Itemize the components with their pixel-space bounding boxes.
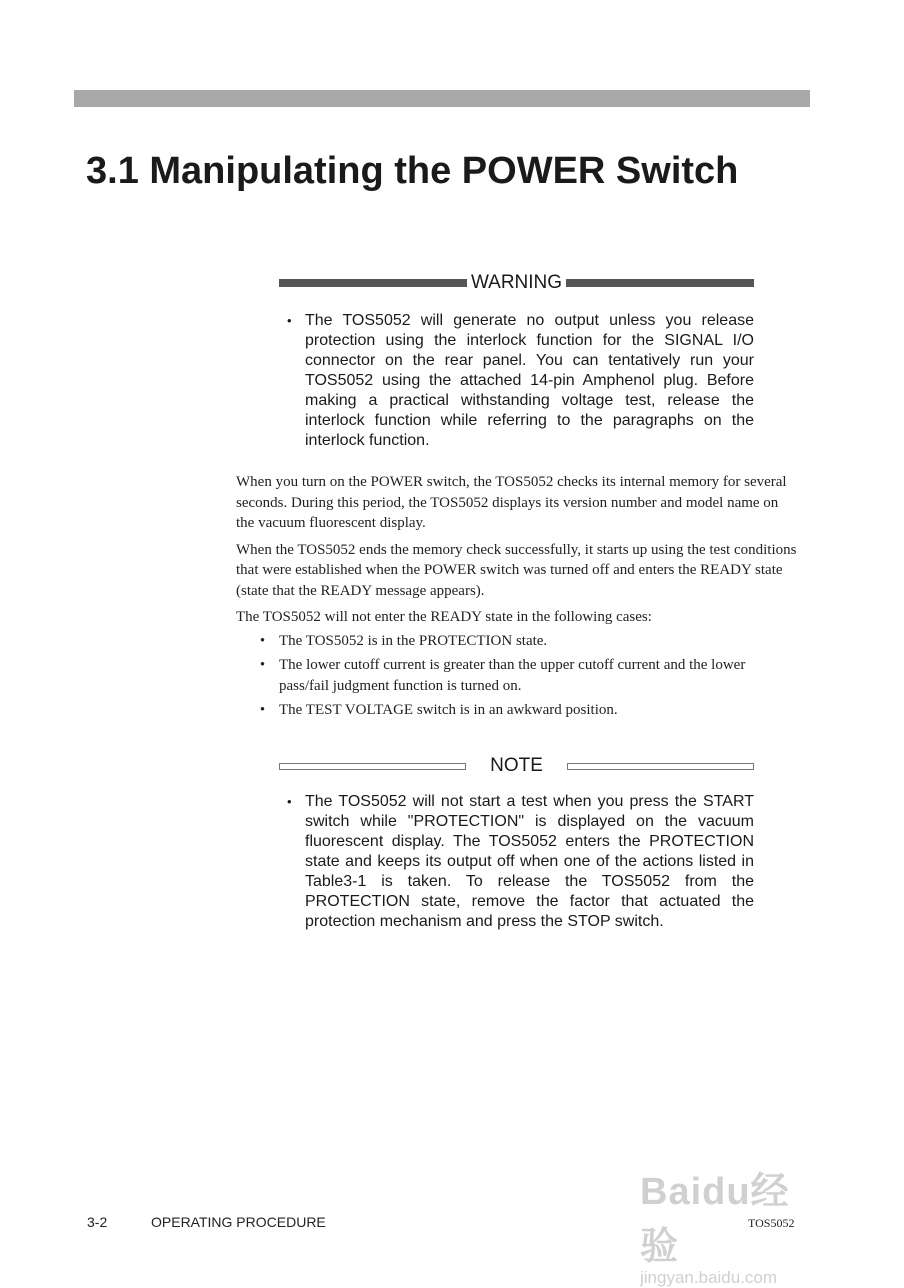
watermark-brand: Baidu经验 — [640, 1171, 790, 1268]
note-rule-left — [279, 763, 466, 770]
footer-model: TOS5052 — [748, 1216, 795, 1230]
note-rule-right — [567, 763, 754, 770]
bullet-icon: • — [259, 632, 266, 649]
warning-text: The TOS5052 will generate no output unless you release protection using the interlock function for the SIGNAL I/O connector on the rear panel. You can tentatively run your TOS5052 using the attached 14-pin Amphenol plug. Before making a practical withstanding voltage test, release the interlock function while referring to the paragraphs on the interlock function. — [305, 312, 754, 449]
page-number: 3-2 — [87, 1214, 108, 1230]
case-list — [236, 631, 798, 721]
main-body — [236, 472, 798, 725]
paragraph-memory-check: When the TOS5052 ends the memory check successfully, it starts up using the test conditions that were established when the POWER switch was turned off and enters the READY state (state that the READY message appears). — [236, 541, 797, 599]
note-label: NOTE — [490, 755, 543, 776]
case-text: The TEST VOLTAGE switch is in an awkward position. — [279, 702, 618, 718]
warning-label: WARNING — [470, 272, 563, 293]
bullet-icon: • — [287, 794, 292, 809]
warning-header — [279, 271, 754, 295]
case-text: The TOS5052 is in the PROTECTION state. — [279, 632, 548, 649]
note-header — [279, 754, 754, 778]
warning-rule-left — [279, 279, 467, 287]
bullet-icon: • — [287, 313, 292, 328]
case-text: The lower cutoff current is greater than the upper cutoff current and the lower pass/fail judgment function is turned on. — [279, 657, 746, 694]
note-text: The TOS5052 will not start a test when you press the START switch while "PROTECTION" is displayed on the vacuum fluorescent display. The TOS5052 enters the PROTECTION state and keeps its output off when one of the actions listed in Table3-1 is taken. To release the TOS5052 from the PROTECTION state, remove the factor that actuated the protection mechanism and press the STOP switch. — [305, 793, 754, 930]
footer-left — [87, 1214, 326, 1230]
warning-body — [287, 311, 754, 451]
list-item — [236, 700, 798, 721]
bullet-icon: • — [259, 702, 266, 718]
bullet-icon: • — [259, 657, 266, 673]
footer-section: OPERATING PROCEDURE — [151, 1214, 326, 1230]
header-bar — [74, 90, 810, 107]
warning-rule-right — [566, 279, 754, 287]
list-item — [236, 655, 798, 696]
list-item — [236, 631, 798, 652]
note-body — [287, 792, 754, 932]
paragraph-ready-cases: The TOS5052 will not enter the READY state in the following cases: — [236, 609, 652, 625]
watermark-url: jingyan.baidu.com — [640, 1268, 778, 1287]
page-title: 3.1 Manipulating the POWER Switch — [86, 150, 739, 192]
paragraph-power-on: When you turn on the POWER switch, the TOS5052 checks its internal memory for several seconds. During this period, the TOS5052 displays its version number and model name on the vacuum fluorescent display. — [236, 474, 787, 531]
